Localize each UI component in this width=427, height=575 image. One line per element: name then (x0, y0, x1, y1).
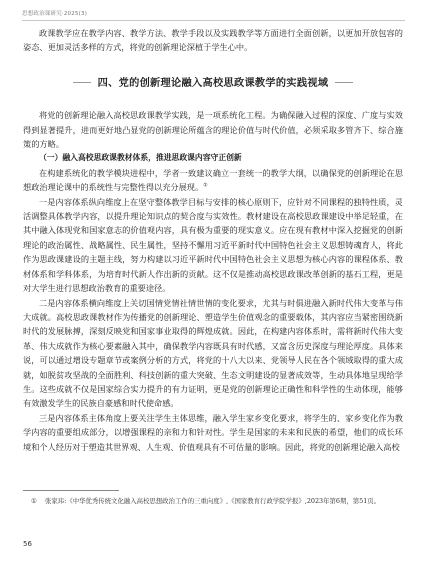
footnote-ref[interactable]: ① (203, 182, 208, 189)
main-content (23, 26, 403, 454)
paragraph-section: 将党的创新理论融入高校思政课教学实践，是一项系统化工程。为确保融入过程的深度、广度与实效得到显著提升，进而更好地凸显党的创新理论所蕴含的理论价值与时代价值，必须采取多管齐下、综合施策的方略。 (23, 110, 403, 150)
running-header: 思想政治课研究·2025(3) (22, 11, 88, 17)
page-number: 56 (23, 540, 32, 548)
paragraph-4: 三是内容体系主体角度上要关注学生主体思维，融入学生家乡变化要求，将学生的、家乡变化作为教学内容的重要组成部分，以增强课程的亲和力和针对性。学生是国家的未来和民族的希望，他们的成长环境和个人经历对于塑造其世界观、人生观、价值观具有不可估量的影响。因此，将党的创新理论融入高校 (23, 412, 403, 452)
paragraph-3: 二是内容体系横向维度上关切国情党情社情世情的变化要求，尤其与时俱进融入新时代伟大变革与伟大成就。高校思政课教材作为传播党的创新理论、塑造学生价值观念的重要载体，其内容应当紧密围绕新时代的发展脉搏，深刻反映党和国家事业取得的辉煌成就。因此，在构建内容体系时，需将新时代伟大变革、伟大成就作为核心要素融入其中，确保教学内容既具有时代感，又富含历史深度与理论厚度。具体来说，可以通过增设专题章节或案例分析的方式，将党的十八大以来、党领导人民在各个领域取得的重大成就，如脱贫攻坚战的全面胜利、科技创新的重大突破、生态文明建设的显著成效等，生动具体地呈现给学生。这些成就不仅是国家综合实力提升的有力证明，更是党的创新理论正确性和科学性的生动体现，能够有效激发学生的民族自豪感和时代使命感。 (23, 297, 403, 409)
section-title-text: 四、党的创新理论融入高校思政课教学的实践视域 (97, 77, 329, 89)
footnote-marker: ① (31, 497, 37, 505)
footnote-area (23, 490, 403, 506)
footnote (23, 496, 403, 506)
paragraph-intro: 政课教学应在教学内容、教学方法、教学手段以及实践教学等方面进行全面创新，以更加开放包容的姿态、更加灵活多样的方式，将党的创新理论深植于学生心中。 (23, 28, 403, 53)
section-title (23, 77, 403, 91)
subsection-title: （一）融入高校思政课教材体系，推进思政课内容守正创新 (39, 153, 242, 163)
header-rule (22, 20, 405, 21)
footnote-rule (23, 490, 119, 491)
paragraph-2: 一是内容体系纵向维度上在坚守整体教学目标与安排的核心原则下，应针对不同课程的独特性质，灵活调整具体教学内容，以提升理论知识点的契合度与实效性。教材建设在高校思政课建设中举足轻重，在其中融入体现党和国家意志的价值观内容，具有极为重要的现实意义。应在现有教材中深入挖掘党的创新理论的政治属性、战略属性、民生属性，坚持不懈用习近平新时代中国特色社会主义思想铸魂育人，将此作为思政课建设的主题主线，努力构建以习近平新时代中国特色社会主义思想为核心内容的课程体系、教材体系和学科体系，为培育时代新人作出新的贡献。这不仅是推动高校思政课改革创新的基石工程，更是对大学生进行思想政治教育的重要途径。 (23, 196, 403, 294)
paragraph-sub-1-text: 在构建系统化的教学模块进程中，学者一致建议确立一套统一的教学大纲，以确保党的创新理论在思想政治理论课中的系统性与完整性得以充分展现。 (23, 167, 403, 193)
footnote-text: 张家玮:《中华优秀传统文化融入高校思想政治工作的三重向度》,《国家教育行政学院学报》,2023年第6期，第51页。 (45, 497, 381, 505)
paragraph-sub-1 (23, 166, 403, 195)
